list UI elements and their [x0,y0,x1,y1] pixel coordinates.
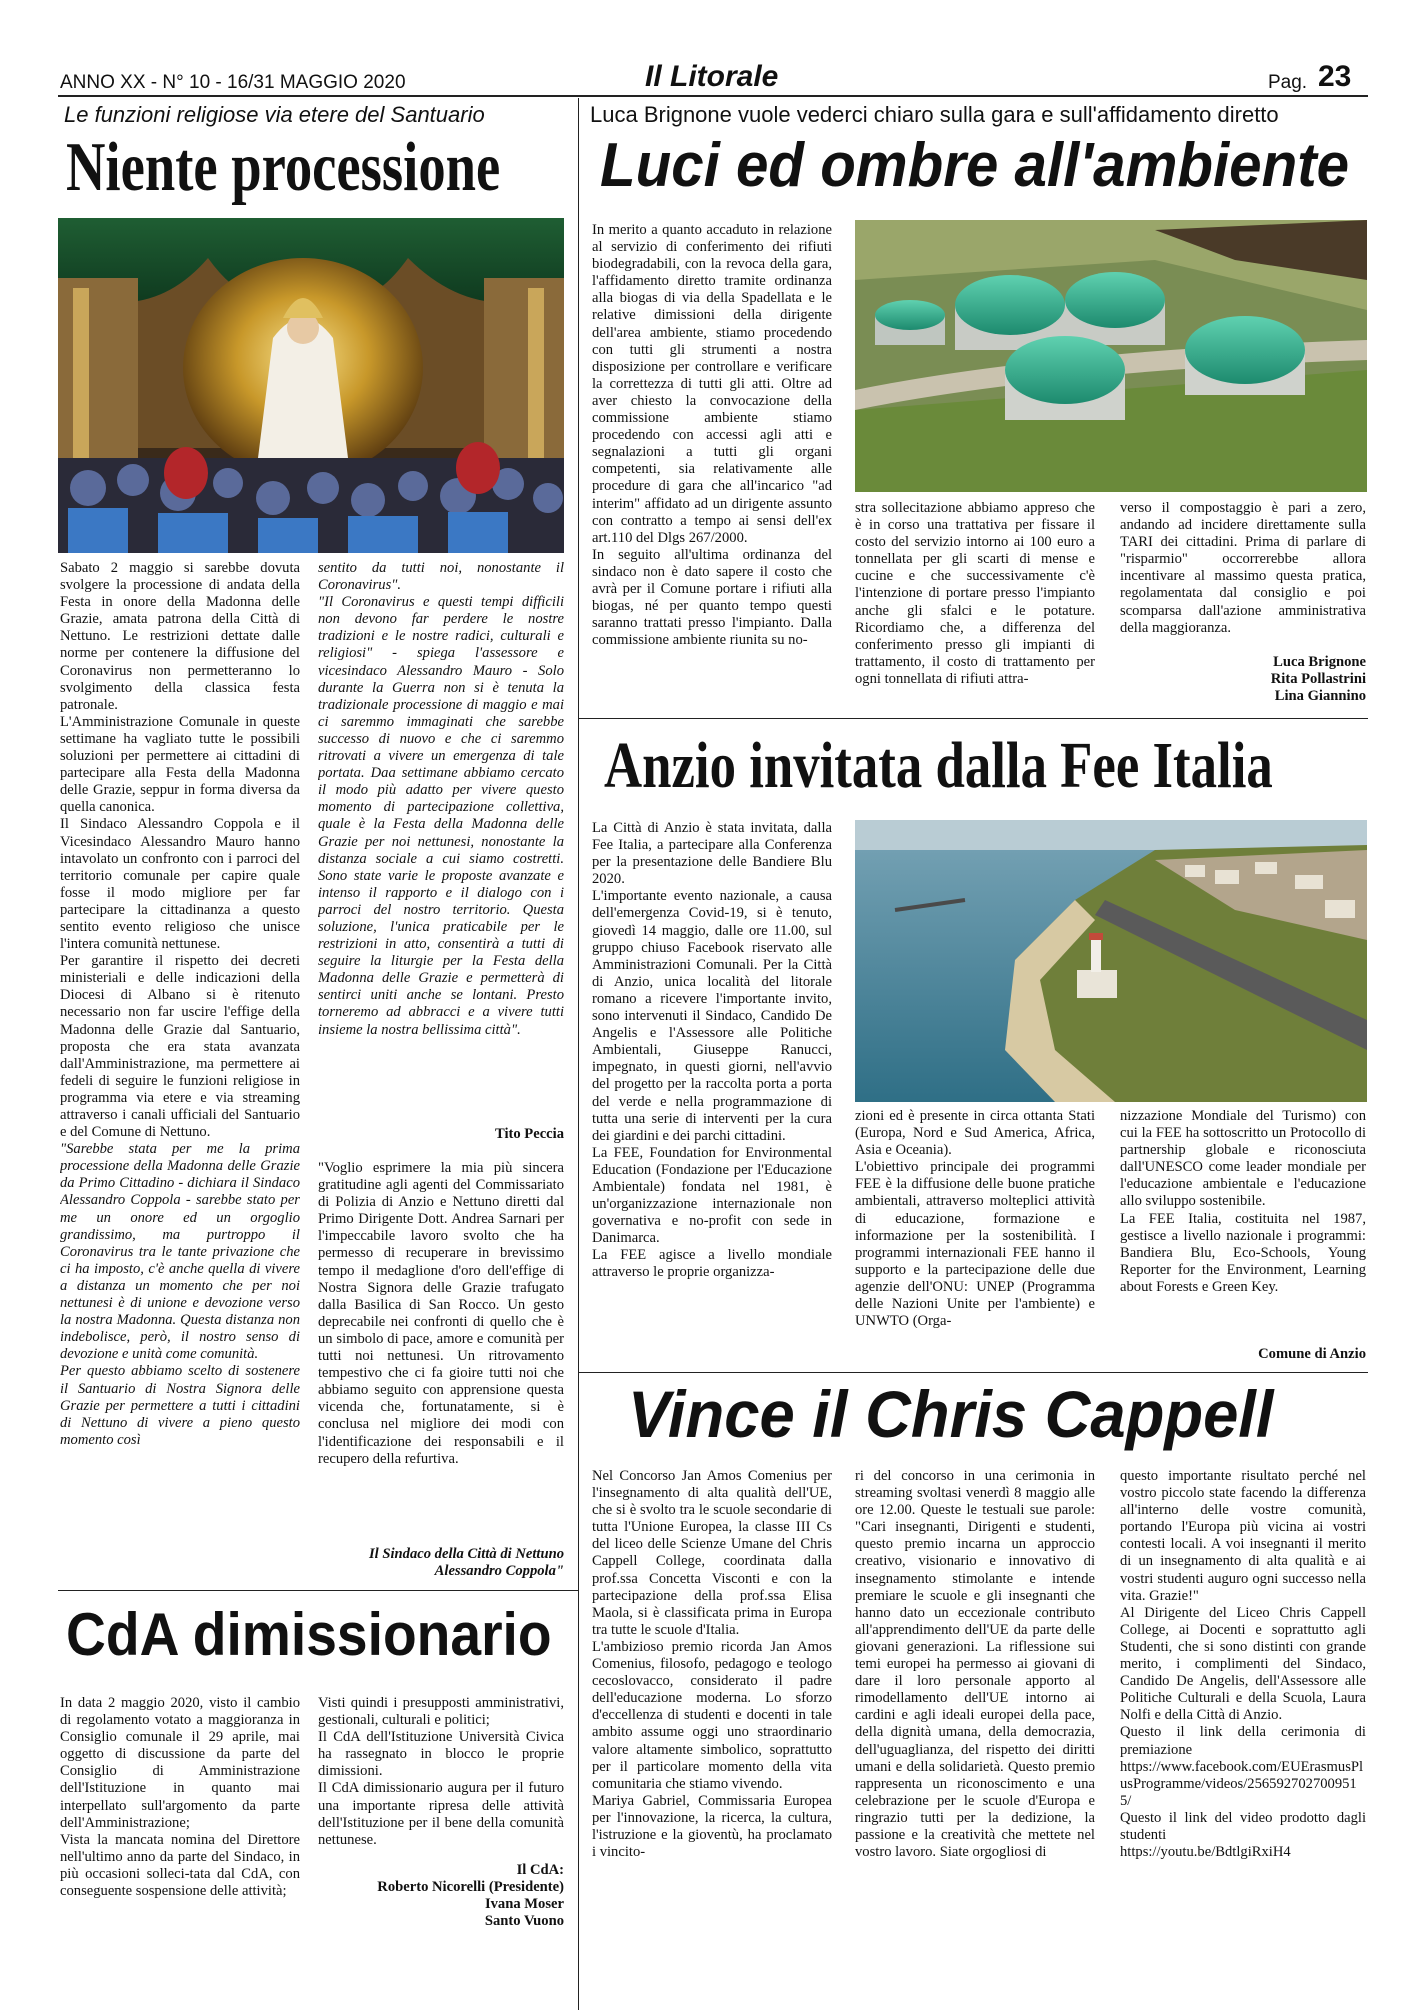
paragraph: In seguito all'ultima ordinanza del sindaco non è dato sapere il costo che avrà per il Comune portare i rifiuti alla biogas, né per quanto tempo questi saranno trattati presso l'impianto. Dalla commissione ambiente riunita su no- [592,546,832,649]
biogas-plant-photo [855,220,1367,492]
paragraph: verso il compostaggio è pari a zero, andando ad incidere direttamente sulla TARI dei cittadini. Prima di parlare di "risparmio" occorrerebbe allora incentivare al massimo questa pratica, regolamentata dal consiglio e poi scomparsa dall'azione amministrativa della maggioranza. [1120,500,1366,636]
signature-mayor [318,1546,564,1580]
article3-column-3 [1120,1108,1366,1343]
paragraph: Mariya Gabriel, Commissaria Europea per l'innovazione, la ricerca, la cultura, l'istruzione e la gioventù, ha proclamato i vincito- [592,1792,832,1861]
paragraph: Il Sindaco Alessandro Coppola e il Vicesindaco Alessandro Mauro hanno intavolato un confronto con i parroci del territorio comunale per capire quale fosse il modo migliore per far partecipare la cittadinanza a questo sentito evento religioso che unisce l'intera comunità nettunese. [60,816,300,953]
article2-column-2 [855,500,1095,700]
paragraph: Al Dirigente del Liceo Chris Cappell College, ai Docenti e soprattutto agli Studenti, che si sono distinti con grande merito, i complimenti del Sindaco, Candido De Angelis, dell'Assessore alle Politiche Culturali e della Scuola, Laura Nolfi e della Città di Anzio. [1120,1604,1366,1724]
article2-signers [1120,654,1366,705]
signature-line: Il Sindaco della Città di Nettuno [368,1546,564,1562]
cda-signers [318,1862,564,1930]
article1-kicker: Le funzioni religiose via etere del Santuario [64,102,485,127]
paragraph: questo importante risultato perché nel vostro piccolo state facendo la differenza all'interno delle vostre comunità, portando l'Europa più vicina ai vostri contesti locali. A voi insegnanti il merito di un insegnamento di alta qualità e ai vostri studenti auguro ogni successo nella vita. Grazie!" [1120,1468,1366,1604]
article5-headline: CdA dimissionario [66,1601,552,1668]
article1-column-2 [318,560,564,1120]
masthead: Il Litorale [645,60,779,93]
paragraph: L'Amministrazione Comunale in queste settimane ha vagliato tutte le possibili soluzioni per permettere ai cittadini di partecipare alla Festa della Madonna delle Grazie, seppur in forma diversa da quella canonica. [60,713,300,816]
paragraph: La Città di Anzio è stata invitata, dalla Fee Italia, a partecipare alla Conferenza per la presentazione delle Bandiere Blu 2020. [592,820,832,888]
section-rule [578,718,1368,719]
signer: Lina Giannino [1274,688,1366,705]
paragraph: Il CdA dell'Istituzione Università Civica ha rassegnato in blocco le proprie dimissioni. [318,1729,564,1780]
issue-line: ANNO XX - N° 10 - 16/31 MAGGIO 2020 [60,72,406,93]
paragraph: Nel Concorso Jan Amos Comenius per l'insegnamento di alta qualità dell'UE, che si è svolto tra le scuole secondarie di tutta l'Unione Europea, la classe III Cs del liceo delle Scienze Umane del Chris Cappell College, coordinata dalla prof.ssa Concetta Visconti e con la partecipazione della prof.ssa Elisa Maola, si è classificata prima in Europa tra tutte le scuole d'Italia. [592,1468,832,1638]
article4-column-3 [1120,1468,1366,2000]
paragraph: "Il Coronavirus e questi tempi difficili non devono far perdere le nostre tradizioni e le nostre radici, culturali e religiosi" - spiega l'assessore e vicesindaco Alessandro Mauro - Solo durante la Guerra non si è tenuta la tradizionale processione di maggio e mai ci saremmo immaginati che sarebbe successo di nuovo e che ci saremmo ritrovati a vivere un emergenza di tale portata. Daa settimane abbiamo cercato il modo più adatto per vivere questo momento di partecipazione collettiva, quale è la Festa della Madonna delle Grazie per noi nettunesi, nonostante la distanza sociale a cui siamo costretti. Sono state varie le proposte avanzate e intenso il rapporto e il dialogo con i parroci del nostro territorio. Questa soluzione, l'unica praticabile per le restrizioni in atto, consentirà a tutti di seguire la liturgie per la Festa della Madonna delle Grazie e permetterà di sentirci uniti anche se lontani. Presto torneremo ad abbracci e a vivere tutti insieme la nostra bellissima città". [318,594,564,1038]
article4-column-2 [855,1468,1095,2000]
page-number-label: Pag. [1268,72,1308,93]
article2-kicker: Luca Brignone vuole vederci chiaro sulla gara e sull'affidamento diretto [590,102,1279,127]
madonna-procession-photo [58,218,564,553]
paragraph: "Sarebbe stata per me la prima processione della Madonna delle Grazie da Primo Cittadino - dichiara il Sindaco Alessandro Coppola - sarebbe stato per me un onore ed un orgoglio grandissimo, ma purtroppo il Coronavirus tra le tante privazione che ci ha imposto, c'è anche quella di vivere a distanza un momento che per noi nettunesi è di unione e devozione verso la nostra Madonna. Questa distanza non indebolisce, però, il nostro senso di devozione e unità come comunità. [60,1141,300,1363]
paragraph: La FEE Italia, costituita nel 1987, gestisce a livello nazionale i programmi: Bandiera Blu, Eco-Schools, Young Reporter for the Environment, Learning about Forests e Green Key. [1120,1210,1366,1295]
header-rule [58,95,1368,97]
paragraph: La FEE, Foundation for Environmental Education (Fondazione per l'Educazione Ambientale) fondata nel 1981, è un'organizzazione internazionale non governativa e no-profit con sede in Danimarca. [592,1144,832,1247]
paragraph: La FEE agisce a livello mondiale attraverso le proprie organizza- [592,1247,832,1281]
youtube-link[interactable]: https://youtu.be/BdtlgiRxiH4 [1120,1844,1291,1861]
paragraph: Per garantire il rispetto dei decreti ministeriali e delle indicazioni della Diocesi di Albano si è ritenuto necessario non far uscire l'effige della Madonna delle Grazie dal Santuario, proposta che era stata avanzata dall'Amministrazione, ma permettere ai fedeli di seguire le funzioni religiose in programma via etere e via streaming attraverso i canali ufficiali del Santuario e del Comune di Nettuno. [60,953,300,1141]
facebook-link[interactable]: https://www.facebook.com/EUErasmusPlusProgramme/videos/2565927027009515/ [1120,1758,1364,1809]
section-rule [578,1372,1368,1373]
signature-tito-peccia: Tito Peccia [494,1126,564,1142]
paragraph: Visti quindi i presupposti amministrativi, gestionali, culturali e politici; [318,1695,564,1729]
article4-headline: Vince il Chris Cappell [628,1377,1274,1451]
page-number: 23 [1318,60,1352,93]
article2-headline: Luci ed ombre all'ambiente [600,131,1350,200]
article5-column-1 [60,1695,300,1995]
article3-column-2 [855,1108,1095,1368]
paragraph: L'importante evento nazionale, a causa dell'emergenza Covid-19, si è tenuto, giovedì 14 maggio, dalle ore 11.00, sul gruppo chiuso Facebook riservato alle Amministrazioni Comunali. Per la Città di Anzio, unica località del litorale romano a ricevere l'importante invito, sono intervenuti il Sindaco, Candido De Angelis e l'Assessore alle Politiche Ambientali, Giuseppe Ranucci, impegnato, in questi giorni, nell'avvio del progetto per la raccolta porta a porta del verde e nella programmazione di tutta una serie di interventi per la cura dei giardini e dei parchi cittadini. [592,888,832,1144]
paragraph: Questo il link della cerimonia di premiazione [1120,1724,1366,1758]
anzio-coast-photo [855,820,1367,1102]
article1-headline: Niente processione [66,129,501,206]
paragraph: In merito a quanto accaduto in relazione al servizio di conferimento dei rifiuti biodegradabili, con la revoca della gara, l'affidamento diretto tramite ordinanza alla biogas di via della Spadellata e le relative dimissioni della dirigente dell'area ambiente, stiamo procedendo con tutti gli strumenti a nostra disposizione per controllare e verificare la correttezza di tutti gli atti. Oltre ad aver chiesto la convocazione della commissione ambiente stiamo procedendo con accessi agli atti e segnalazioni a tutti gli organi competenti, sia relativamente alle procedure di gara che all'incarico "ad interim" affidato ad un dirigente assunto con contratto a tempo ai sensi dell'ex art.110 del Dlgs 267/2000. [592,222,832,546]
column-divider [578,98,579,2010]
article2-column-1 [592,222,832,700]
article1-column-1 [60,560,300,1580]
paragraph: Questo il link del video prodotto dagli studenti [1120,1809,1366,1843]
article3-column-1 [592,820,832,1368]
article5-column-2 [318,1695,564,1855]
paragraph: In data 2 maggio 2020, visto il cambio di regolamento votato a maggioranza in Consiglio comunale il 29 aprile, mai oggetto di discussione da parte del Consiglio di Amministrazione dell'Istituzione in quanto mai interpellato sull'argomento da parte dell'Amministrazione; [60,1695,300,1831]
signature-line: Alessandro Coppola" [434,1563,564,1580]
signer: Santo Vuono [484,1913,564,1930]
signer: Roberto Nicorelli (Presidente) [377,1879,564,1896]
paragraph: ri del concorso in una cerimonia in streaming svoltasi venerdì 8 maggio alle ore 12.00. Queste le testuali sue parole: "Cari insegnanti, Dirigenti e studenti, questo premio incarna un approccio creativo, visionario e innovativo di insegnamento stimolante e intende premiare le scuole e gli insegnanti che hanno dato un eccezionale contributo all'apprendimento dell'UE da parte delle giovani generazioni. La riflessione sui temi europei ha permesso ai giovani di dare il loro personale apporto al rimodellamento dell'UE intorno ai cardini e agli ideali europei della pace, della dignità umana, della democrazia, dell'uguaglianza, del rispetto dei diritti umani e della solidarietà. Questo premio rappresenta un riconoscimento e una celebrazione per le scuole d'Europa e ringrazio tutti per la dedizione, la passione e la creatività che mettete nel vostro lavoro. Siate orgogliosi di [855,1468,1095,1861]
article1-column-2b [318,1160,564,1530]
article2-column-3 [1120,500,1366,655]
paragraph: Il CdA dimissionario augura per il futuro una importante ripresa delle attività dell'Istituzione per il bene della comunità nettunese. [318,1780,564,1848]
signer: Luca Brignone [1273,654,1366,670]
paragraph: Vista la mancata nomina del Direttore nell'ultimo anno da parte del Sindaco, in più occasioni solleci-tata dal CdA, con conseguente sospensione delle attività; [60,1831,300,1900]
paragraph: "Voglio esprimere la mia più sincera gratitudine agli agenti del Commissariato di Polizia di Anzio e Nettuno diretti dal Primo Dirigente Dott. Andrea Sarnari per l'impeccabile lavoro svolto che ha permesso di recuperare in brevissimo tempo il medaglione d'oro dell'effige di Nostra Signora delle Grazie trafugato dalla Basilica di San Rocco. Un gesto deprecabile nei confronti di quello che è un simbolo di pace, amore e comunità per tutti noi nettunesi. Un ritrovamento tempestivo che ci fa gioire tutti noi che abbiamo seguito con apprensione questa vicenda che, fortunatamente, si è conclusa nel migliore dei modi con l'identificazione dei responsabili e il recupero della refurtiva. [318,1160,564,1467]
paragraph: sentito da tutti noi, nonostante il Coronavirus". [318,560,564,594]
paragraph: zioni ed è presente in circa ottanta Stati (Europa, Nord e Sud America, Africa, Asia e Oceania). [855,1108,1095,1159]
paragraph: Sabato 2 maggio si sarebbe dovuta svolgere la processione di andata della Festa in onore della Madonna delle Grazie, amata patrona della Città di Nettuno. Le restrizioni dettate dalle norme per contenere la diffusione del Coronavirus non permetteranno lo svolgimento della classica festa patronale. [60,560,300,713]
signature-comune-anzio: Comune di Anzio [1258,1346,1366,1362]
article3-headline: Anzio invitata dalla Fee Italia [604,729,1273,802]
paragraph: stra sollecitazione abbiamo appreso che è in corso una trattativa per fissare il costo del servizio intorno ai 100 euro a tonnellata per gli scarti di mense e cucine e che successivamente c'è l'intenzione di portare presso l'impianto anche gli sfalci e le potature. Ricordiamo che, a differenza del conferimento presso gli impianti di trattamento, il costo di trattamento per ogni tonnellata di rifiuti attra- [855,500,1095,687]
paragraph: L'obiettivo principale dei programmi FEE è la diffusione delle buone pratiche ambientali, attraverso molteplici attività di educazione, formazione e informazione per la sostenibilità. I programmi internazionali FEE hanno il supporto e la partecipazione delle due agenzie dell'ONU: UNEP (Programma delle Nazioni Unite per l'ambiente) e UNWTO (Orga- [855,1159,1095,1330]
signer: Ivana Moser [484,1896,564,1913]
signer: Rita Pollastrini [1270,671,1366,688]
section-rule [58,1590,578,1591]
signer: Il CdA: [516,1862,564,1878]
paragraph: Per questo abbiamo scelto di sostenere il Santuario di Nostra Signora delle Grazie per permettere a tutti i cittadini di Nettuno di vivere a pieno questo momento così [60,1363,300,1448]
paragraph: L'ambizioso premio ricorda Jan Amos Comenius, filosofo, pedagogo e teologo cecoslovacco, considerato il padre dell'educazione moderna. Lo sforzo d'eccellenza di studenti e docenti in tale ambito assume oggi uno straordinario valore altamente simbolico, soprattutto per il particolare momento della vita comunitaria che stiamo vivendo. [592,1638,832,1792]
paragraph: nizzazione Mondiale del Turismo) con cui la FEE ha sottoscritto un Protocollo di partnership globale e riconosciuta dall'UNESCO come leader mondiale per l'educazione ambientale e l'educazione allo sviluppo sostenibile. [1120,1108,1366,1210]
article4-column-1 [592,1468,832,2000]
